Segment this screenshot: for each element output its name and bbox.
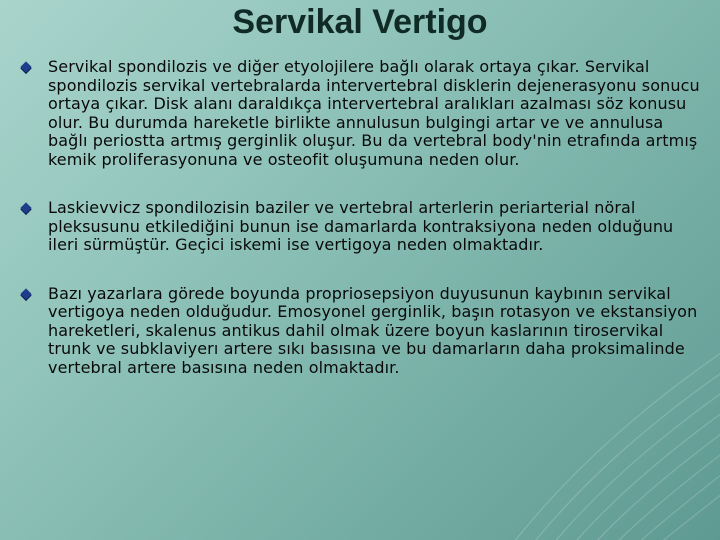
bullet-text: Bazı yazarlara görede boyunda propriosepsiyon duyusunun kaybının servikal vertigoya neden olduğudur. Emosyonel gerginlik, başın rotasyon ve ekstansiyon hareketleri, skalenus antikus dahil olmak üzere boyun kaslarının tiroservikal trunk ve subklaviyerı artere sıkı basısına ve bu damarların daha proksimalinde vertebral artere basısına neden olmaktadır. [48,283,698,377]
bullet-item [20,285,700,378]
bullet-text: Laskievvicz spondilozisin baziler ve vertebral arterlerin periarterial nöral pleksusunu etkilediğini bunun ise damarlarda kontraksiyona neden olduğunu ileri sürmüştür. Geçici iskemi ise vertigoya neden olmaktadır. [48,198,674,254]
bullet-list [20,58,700,407]
diamond-bullet-icon [20,202,31,213]
bullet-text: Servikal spondilozis ve diğer etyolojilere bağlı olarak ortaya çıkar. Servikal spondilozis servikal vertebralarda intervertebral disklerin dejenerasyonu sonucu ortaya çıkar. Disk alanı daraldıkça intervertebral aralıkları azalması söz konusu olur. Bu durumda hareketle birlikte annulusun bulgingi artar ve ve annulusa bağlı periostta artmış gerginlik oluşur. Bu da vertebral body'nin etrafında artmış kemik proliferasyonuna ve osteofit oluşumuna neden olur. [48,57,700,169]
bullet-item [20,199,700,255]
slide-title: Servikal Vertigo [232,3,488,41]
bullet-item [20,58,700,169]
diamond-bullet-icon [20,61,31,72]
diamond-bullet-icon [20,288,31,299]
